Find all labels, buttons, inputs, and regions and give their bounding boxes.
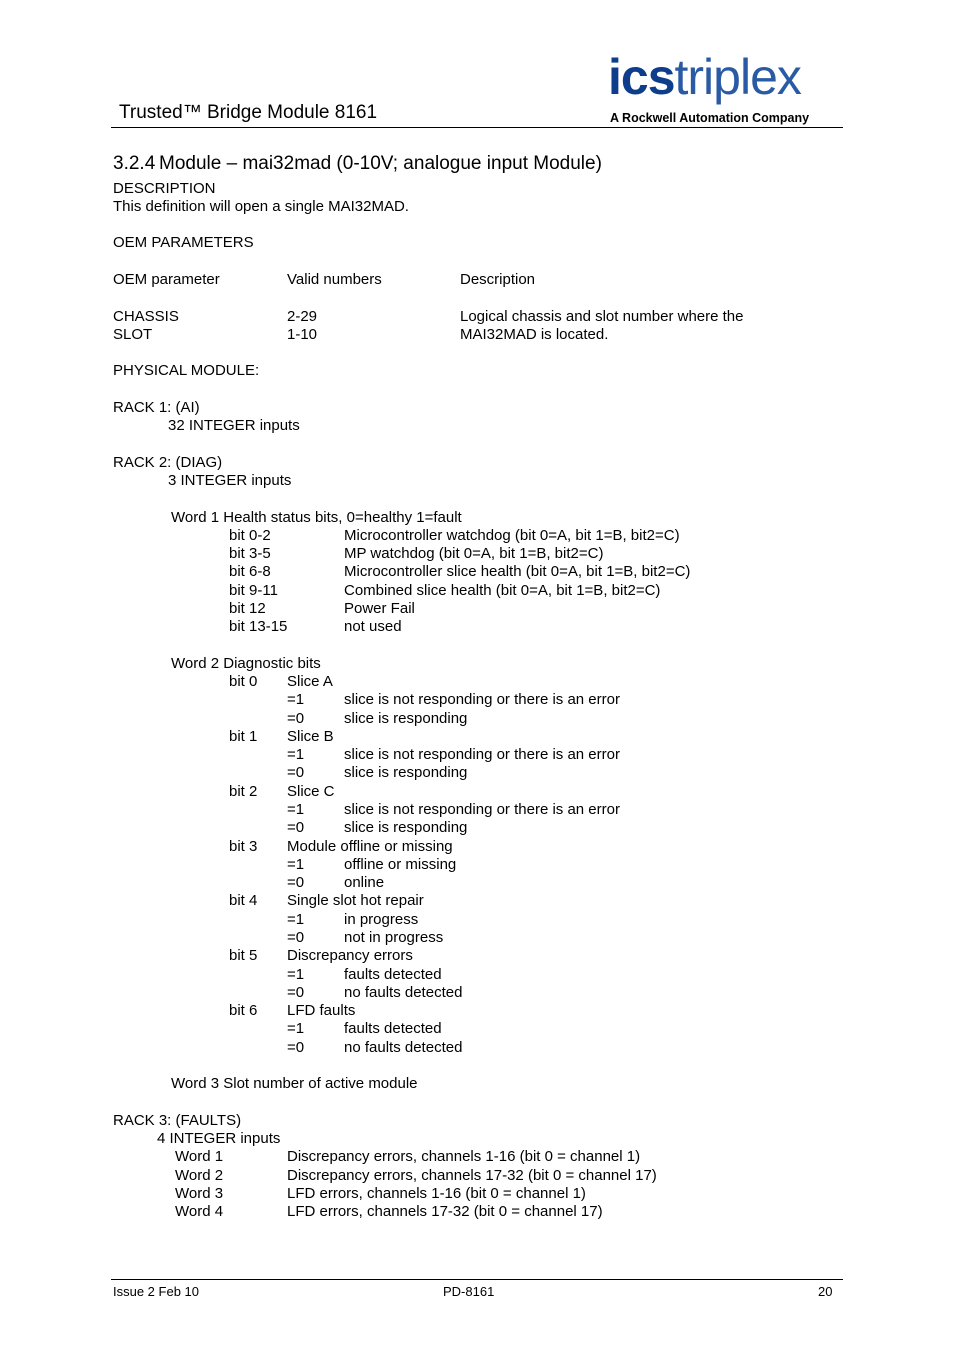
word2-value: =1 bbox=[287, 691, 305, 708]
word1-bit-desc: Power Fail bbox=[344, 600, 415, 617]
word1-bit: bit 3-5 bbox=[229, 545, 271, 562]
word1-bit-desc: Microcontroller slice health (bit 0=A, bit 1=B, bit2=C) bbox=[344, 563, 691, 580]
word2-value: =1 bbox=[287, 856, 305, 873]
word1-bit: bit 13-15 bbox=[229, 618, 288, 635]
rack3-inputs: 4 INTEGER inputs bbox=[157, 1130, 281, 1147]
word2-bit-name: LFD faults bbox=[287, 1002, 356, 1019]
word2-bit-name: Single slot hot repair bbox=[287, 892, 424, 909]
description-text: This definition will open a single MAI32MAD. bbox=[113, 198, 409, 215]
word2-value: =0 bbox=[287, 710, 305, 727]
word2-value: =1 bbox=[287, 801, 305, 818]
oem-col-param: OEM parameter bbox=[113, 271, 220, 288]
section-title: Module – mai32mad (0-10V; analogue input Module) bbox=[159, 153, 602, 174]
word2-value: =0 bbox=[287, 984, 305, 1001]
word2-value-desc: no faults detected bbox=[344, 1039, 463, 1056]
section-number: 3.2.4 bbox=[113, 153, 156, 174]
word1-bit-desc: MP watchdog (bit 0=A, bit 1=B, bit2=C) bbox=[344, 545, 604, 562]
word2-bit: bit 4 bbox=[229, 892, 258, 909]
word2-bit-name: Slice B bbox=[287, 728, 334, 745]
word2-value-desc: offline or missing bbox=[344, 856, 457, 873]
word2-bit-name: Slice C bbox=[287, 783, 335, 800]
word2-value-desc: not in progress bbox=[344, 929, 444, 946]
word2-value-desc: slice is not responding or there is an error bbox=[344, 691, 620, 708]
word2-value-desc: faults detected bbox=[344, 1020, 442, 1037]
rack3-word: Word 3 bbox=[175, 1185, 224, 1202]
word2-value: =1 bbox=[287, 966, 305, 983]
rack2-title: RACK 2: (DIAG) bbox=[113, 454, 223, 471]
footer-doc-number: PD-8161 bbox=[443, 1284, 495, 1299]
word2-value: =1 bbox=[287, 911, 305, 928]
oem-param: CHASSIS bbox=[113, 308, 179, 325]
word2-value: =1 bbox=[287, 746, 305, 763]
word2-value-desc: no faults detected bbox=[344, 984, 463, 1001]
word2-value-desc: online bbox=[344, 874, 385, 891]
word2-bit: bit 6 bbox=[229, 1002, 258, 1019]
word2-value-desc: slice is responding bbox=[344, 819, 468, 836]
rack3-word-desc: LFD errors, channels 1-16 (bit 0 = channel 1) bbox=[287, 1185, 586, 1202]
word2-bit: bit 5 bbox=[229, 947, 258, 964]
rack3-word-desc: Discrepancy errors, channels 1-16 (bit 0 = channel 1) bbox=[287, 1148, 641, 1165]
rack2-inputs: 3 INTEGER inputs bbox=[168, 472, 292, 489]
word1-bit-desc: Combined slice health (bit 0=A, bit 1=B, bit2=C) bbox=[344, 582, 661, 599]
rack1-inputs: 32 INTEGER inputs bbox=[168, 417, 300, 434]
word1-bit: bit 6-8 bbox=[229, 563, 271, 580]
logo-bold-text: ics bbox=[608, 49, 675, 105]
word2-value-desc: slice is not responding or there is an error bbox=[344, 746, 620, 763]
word1-title: Word 1 Health status bits, 0=healthy 1=fault bbox=[171, 509, 462, 526]
word1-bit-desc: Microcontroller watchdog (bit 0=A, bit 1=B, bit2=C) bbox=[344, 527, 680, 544]
word2-value: =0 bbox=[287, 1039, 305, 1056]
oem-col-desc: Description bbox=[460, 271, 536, 288]
oem-valid: 1-10 bbox=[287, 326, 318, 343]
word3-title: Word 3 Slot number of active module bbox=[171, 1075, 418, 1092]
footer-issue: Issue 2 Feb 10 bbox=[113, 1284, 199, 1299]
word2-value-desc: in progress bbox=[344, 911, 419, 928]
word1-bit: bit 9-11 bbox=[229, 582, 278, 599]
word1-bit-desc: not used bbox=[344, 618, 402, 635]
rack3-title: RACK 3: (FAULTS) bbox=[113, 1112, 242, 1129]
word2-value: =0 bbox=[287, 764, 305, 781]
oem-col-valid: Valid numbers bbox=[287, 271, 382, 288]
word1-bit: bit 12 bbox=[229, 600, 266, 617]
word2-value-desc: faults detected bbox=[344, 966, 442, 983]
logo-tagline: A Rockwell Automation Company bbox=[610, 111, 810, 125]
word2-value: =0 bbox=[287, 929, 305, 946]
word2-value: =0 bbox=[287, 819, 305, 836]
word2-bit: bit 3 bbox=[229, 838, 258, 855]
word2-value-desc: slice is not responding or there is an error bbox=[344, 801, 620, 818]
footer-page-number: 20 bbox=[818, 1284, 833, 1299]
rack3-word-desc: LFD errors, channels 17-32 (bit 0 = channel 17) bbox=[287, 1203, 603, 1220]
word2-bit: bit 0 bbox=[229, 673, 258, 690]
word2-bit: bit 2 bbox=[229, 783, 258, 800]
description-heading: DESCRIPTION bbox=[113, 180, 216, 197]
word2-value-desc: slice is responding bbox=[344, 710, 468, 727]
word2-value: =1 bbox=[287, 1020, 305, 1037]
rack3-word-desc: Discrepancy errors, channels 17-32 (bit 0 = channel 17) bbox=[287, 1167, 657, 1184]
company-logo bbox=[608, 49, 801, 105]
oem-param: SLOT bbox=[113, 326, 153, 343]
header-rule bbox=[111, 127, 843, 128]
word1-bit: bit 0-2 bbox=[229, 527, 271, 544]
word2-bit-name: Slice A bbox=[287, 673, 333, 690]
footer-rule bbox=[111, 1279, 843, 1280]
rack1-title: RACK 1: (AI) bbox=[113, 399, 200, 416]
oem-valid: 2-29 bbox=[287, 308, 318, 325]
oem-heading: OEM PARAMETERS bbox=[113, 234, 254, 251]
physical-heading: PHYSICAL MODULE: bbox=[113, 362, 260, 379]
oem-desc: Logical chassis and slot number where the bbox=[460, 308, 744, 325]
rack3-word: Word 4 bbox=[175, 1203, 224, 1220]
header-title: Trusted™ Bridge Module 8161 bbox=[119, 102, 378, 123]
oem-desc: MAI32MAD is located. bbox=[460, 326, 609, 343]
rack3-word: Word 2 bbox=[175, 1167, 224, 1184]
word2-bit: bit 1 bbox=[229, 728, 258, 745]
logo-light-text: triplex bbox=[674, 49, 801, 105]
word2-value-desc: slice is responding bbox=[344, 764, 468, 781]
word2-bit-name: Discrepancy errors bbox=[287, 947, 413, 964]
word2-title: Word 2 Diagnostic bits bbox=[171, 655, 321, 672]
word2-bit-name: Module offline or missing bbox=[287, 838, 453, 855]
word2-value: =0 bbox=[287, 874, 305, 891]
rack3-word: Word 1 bbox=[175, 1148, 224, 1165]
